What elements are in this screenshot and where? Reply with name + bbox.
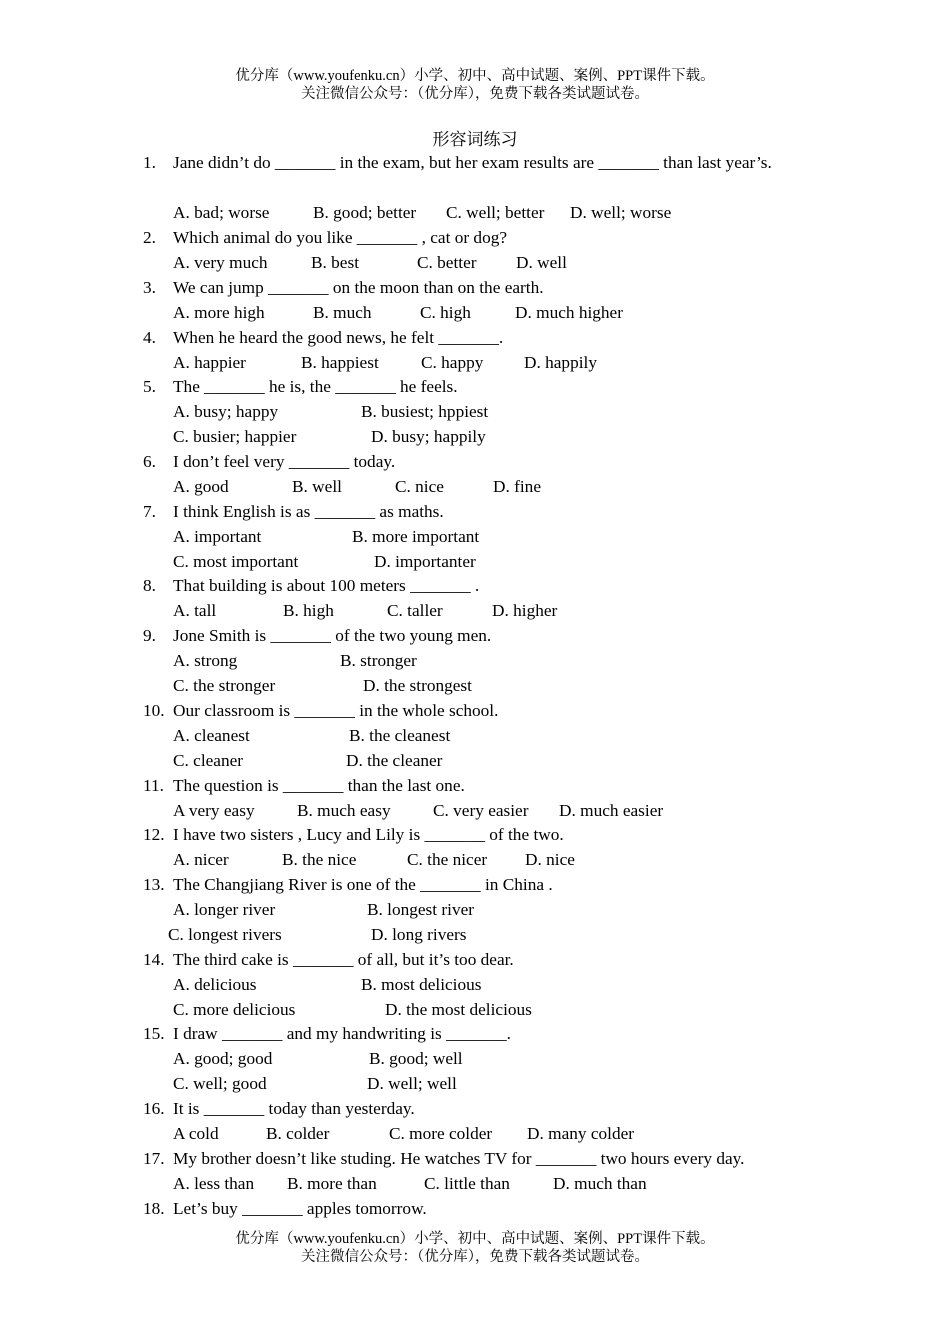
question-stem: I don’t feel very _______ today. (173, 452, 396, 471)
question-stem: I think English is as _______ as maths. (173, 502, 444, 521)
question-1 (143, 150, 806, 175)
question-number: 10. (143, 701, 165, 720)
question-stem: When he heard the good news, he felt _______. (173, 328, 504, 347)
answer-option: A. strong (173, 651, 238, 670)
answer-option: A. tall (173, 601, 217, 620)
question-9 (143, 623, 806, 648)
question-number: 3. (143, 278, 156, 297)
question-13 (143, 872, 806, 897)
question-number: 11. (143, 776, 164, 795)
answer-option: B. happiest (301, 353, 379, 372)
question-15 (143, 1021, 806, 1046)
question-number: 1. (143, 153, 156, 172)
answer-option: B. best (311, 253, 360, 272)
question-stem: I have two sisters , Lucy and Lily is _______ of the two. (173, 825, 564, 844)
answer-option: C. the stronger (173, 676, 276, 695)
answer-option: D. busy; happily (371, 427, 486, 446)
answer-option: B. longest river (367, 900, 475, 919)
question-number: 7. (143, 502, 156, 521)
answer-option: B. colder (266, 1124, 330, 1143)
question-5 (143, 374, 806, 399)
answer-option: B. good; well (369, 1049, 463, 1068)
question-stem: It is _______ today than yesterday. (173, 1099, 415, 1118)
question-4 (143, 325, 806, 350)
footer-line-2: 关注微信公众号：（优分库），免费下载各类试题试卷。 (301, 1249, 649, 1265)
answer-option: B. more than (287, 1174, 377, 1193)
answer-option: A. delicious (173, 975, 257, 994)
question-number: 17. (143, 1149, 165, 1168)
answer-option: D. well; well (367, 1074, 457, 1093)
question-stem: The _______ he is, the _______ he feels. (173, 377, 458, 396)
answer-option: B. the cleanest (349, 726, 451, 745)
answer-option: C. better (417, 253, 477, 272)
question-number: 12. (143, 825, 165, 844)
answer-option: C. longest rivers (168, 925, 282, 944)
page-title: 形容词练习 (432, 130, 518, 149)
question-stem: My brother doesn’t like studing. He watches TV for _______ two hours every day. (173, 1149, 745, 1168)
answer-option: D. much easier (559, 801, 664, 820)
question-17 (143, 1146, 806, 1171)
answer-option: B. good; better (313, 203, 417, 222)
question-16 (143, 1096, 806, 1121)
answer-option: C. the nicer (407, 850, 488, 869)
answer-option: B. much easy (297, 801, 391, 820)
answer-option: D. fine (493, 477, 541, 496)
question-2 (143, 225, 806, 250)
answer-option: A. more high (173, 303, 265, 322)
answer-option: D. long rivers (371, 925, 467, 944)
question-number: 4. (143, 328, 156, 347)
question-stem: That building is about 100 meters _______ . (173, 576, 480, 595)
answer-option: C. more delicious (173, 1000, 296, 1019)
answer-option: A. good; good (173, 1049, 273, 1068)
answer-option: B. most delicious (361, 975, 482, 994)
answer-option: D. well; worse (570, 203, 672, 222)
question-number: 5. (143, 377, 156, 396)
answer-option: A. important (173, 527, 262, 546)
question-14 (143, 947, 806, 972)
answer-option: B. more important (352, 527, 480, 546)
answer-option: A. cleanest (173, 726, 250, 745)
question-number: 14. (143, 950, 165, 969)
question-stem: Which animal do you like _______ , cat or dog? (173, 228, 508, 247)
answer-option: D. happily (524, 353, 597, 372)
answer-option: B. much (313, 303, 372, 322)
question-stem: Our classroom is _______ in the whole school. (173, 701, 499, 720)
answer-option: C. more colder (389, 1124, 493, 1143)
question-number: 16. (143, 1099, 165, 1118)
answer-option: D. nice (525, 850, 575, 869)
answer-option: C. happy (421, 353, 484, 372)
footer-line-1: 优分库（www.youfenku.cn）小学、初中、高中试题、案例、PPT课件下载。 (235, 1231, 715, 1247)
question-number: 2. (143, 228, 156, 247)
question-number: 13. (143, 875, 165, 894)
question-stem: Jane didn’t do _______ in the exam, but her exam results are _______ than last year’s. (173, 153, 772, 172)
header-line-1: 优分库（www.youfenku.cn）小学、初中、高中试题、案例、PPT课件下载。 (235, 68, 715, 84)
answer-option: A very easy (173, 801, 255, 820)
answer-option: B. stronger (340, 651, 417, 670)
question-6 (143, 449, 806, 474)
answer-option: B. high (283, 601, 334, 620)
question-stem: I draw _______ and my handwriting is _______. (173, 1024, 511, 1043)
question-stem: The Changjiang River is one of the _______ in China . (173, 875, 553, 894)
answer-option: C. high (420, 303, 471, 322)
question-3 (143, 275, 806, 300)
answer-option: C. well; good (173, 1074, 267, 1093)
question-stem: We can jump _______ on the moon than on the earth. (173, 278, 544, 297)
answer-option: C. cleaner (173, 751, 244, 770)
answer-option: D. the most delicious (385, 1000, 532, 1019)
answer-option: D. higher (492, 601, 558, 620)
answer-option: D. importanter (374, 552, 476, 571)
answer-option: A. longer river (173, 900, 276, 919)
answer-option: C. busier; happier (173, 427, 297, 446)
answer-option: A. good (173, 477, 229, 496)
question-number: 15. (143, 1024, 165, 1043)
question-stem: The question is _______ than the last one. (173, 776, 465, 795)
question-7 (143, 499, 806, 524)
question-number: 18. (143, 1199, 165, 1218)
answer-option: B. busiest; hppiest (361, 402, 489, 421)
question-11 (143, 773, 806, 798)
answer-option: D. the cleaner (346, 751, 443, 770)
answer-option: C. well; better (446, 203, 545, 222)
answer-option: D. the strongest (363, 676, 472, 695)
question-stem: Let’s buy _______ apples tomorrow. (173, 1199, 427, 1218)
answer-option: D. many colder (527, 1124, 635, 1143)
answer-option: C. nice (395, 477, 444, 496)
question-stem: Jone Smith is _______ of the two young men. (173, 626, 492, 645)
question-number: 9. (143, 626, 156, 645)
question-8 (143, 573, 806, 598)
question-18 (143, 1196, 806, 1221)
answer-option: A. very much (173, 253, 268, 272)
answer-option: C. very easier (433, 801, 529, 820)
header-line-2: 关注微信公众号：（优分库），免费下载各类试题试卷。 (301, 86, 649, 102)
question-number: 6. (143, 452, 156, 471)
question-10 (143, 698, 806, 723)
question-number: 8. (143, 576, 156, 595)
answer-option: C. little than (424, 1174, 510, 1193)
question-12 (143, 822, 806, 847)
answer-option: A. happier (173, 353, 246, 372)
answer-option: C. most important (173, 552, 299, 571)
answer-option: A. less than (173, 1174, 255, 1193)
answer-option: D. much higher (515, 303, 623, 322)
answer-option: A. nicer (173, 850, 229, 869)
answer-option: D. well (516, 253, 567, 272)
answer-option: D. much than (553, 1174, 647, 1193)
answer-option: A. busy; happy (173, 402, 279, 421)
answer-option: B. well (292, 477, 342, 496)
answer-option: C. taller (387, 601, 443, 620)
answer-option: A. bad; worse (173, 203, 270, 222)
answer-option: B. the nice (282, 850, 357, 869)
answer-option: A cold (173, 1124, 219, 1143)
question-stem: The third cake is _______ of all, but it’s too dear. (173, 950, 514, 969)
